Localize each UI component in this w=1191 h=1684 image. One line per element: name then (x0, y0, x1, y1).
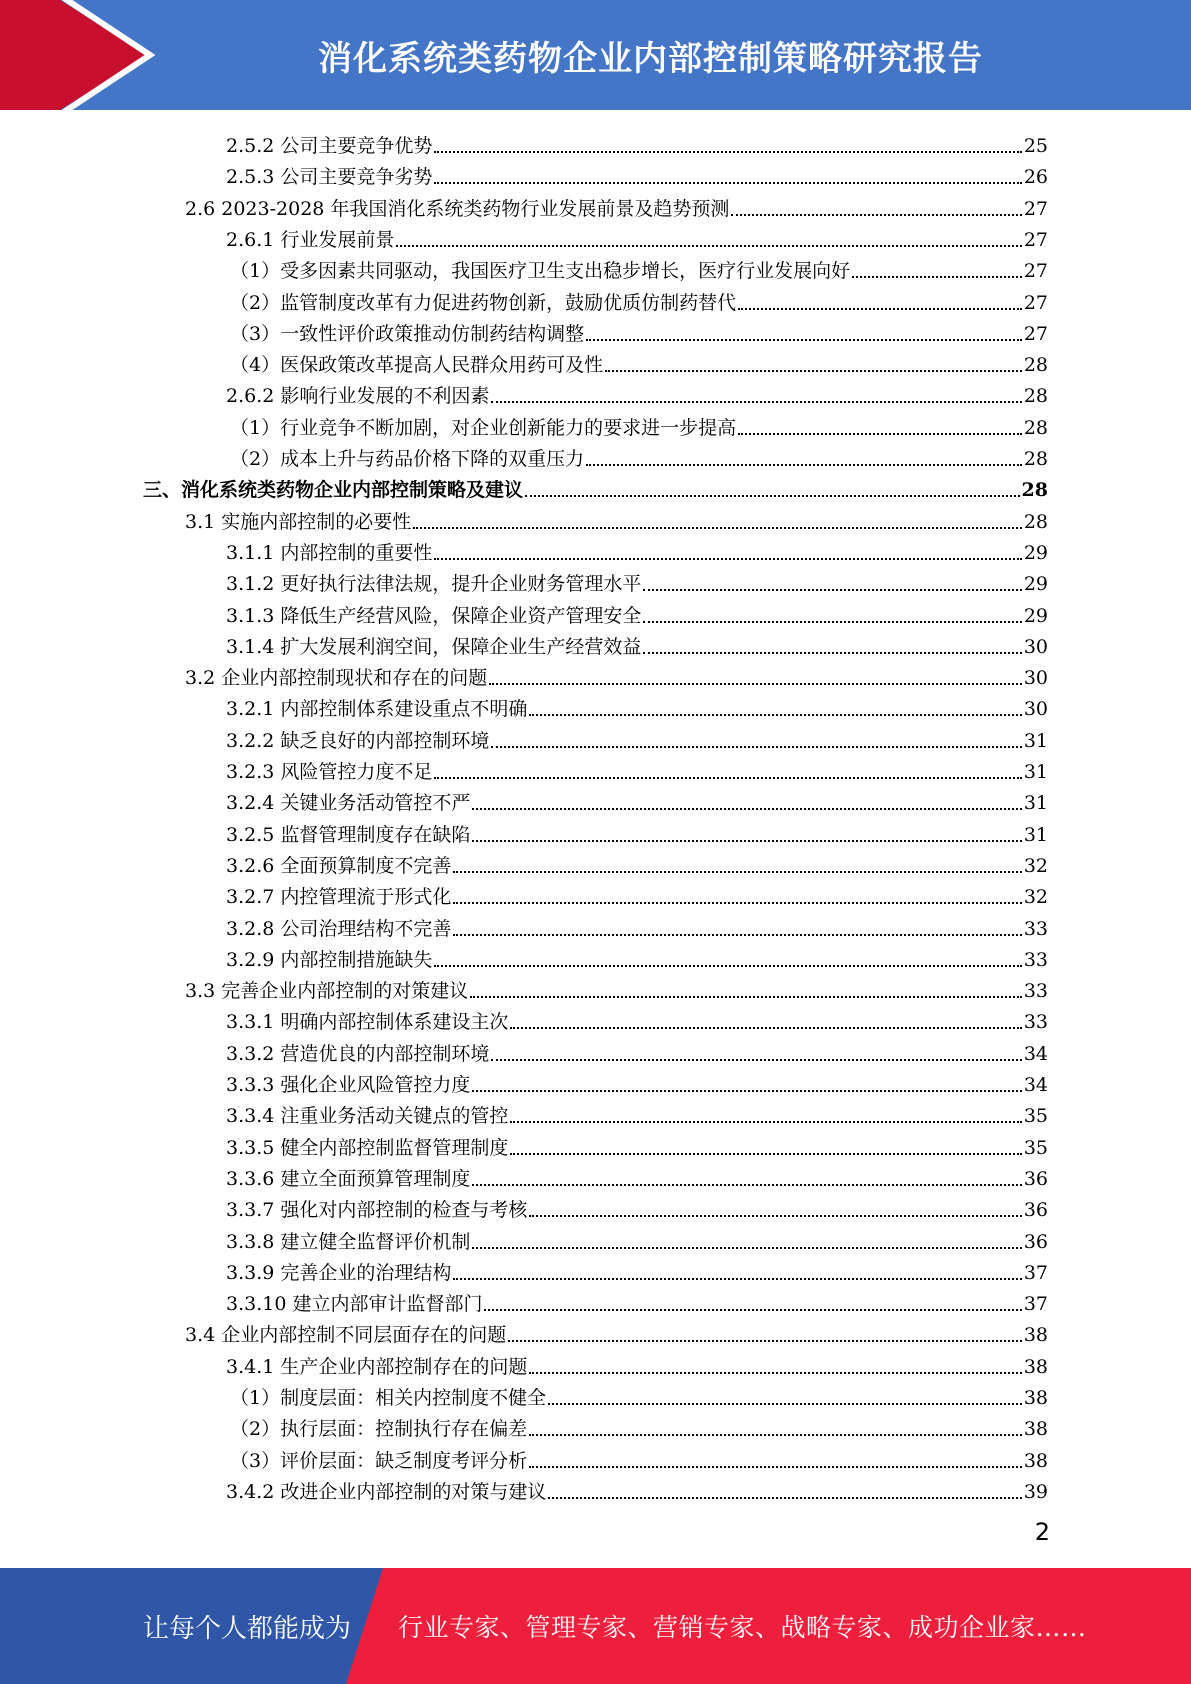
toc-entry[interactable] (230, 1442, 1048, 1473)
toc-entry-page: 31 (1023, 823, 1048, 846)
toc-entry[interactable] (226, 941, 1048, 972)
toc-entry-title: 3.2.4 关键业务活动管控不严 (226, 792, 471, 815)
toc-entry-title: 3.2.5 监督管理制度存在缺陷 (226, 823, 471, 846)
toc-entry[interactable] (226, 377, 1048, 408)
toc-entry[interactable] (226, 158, 1048, 189)
toc-leader-dots (472, 1184, 1021, 1186)
toc-leader-dots (586, 339, 1022, 341)
toc-leader-dots (491, 401, 1021, 403)
toc-entry-page: 27 (1023, 260, 1048, 283)
toc-entry-title: 3.2.7 内控管理流于形式化 (226, 886, 452, 909)
toc-entry[interactable] (226, 1035, 1048, 1066)
toc-leader-dots (491, 1059, 1021, 1061)
toc-entry-page: 31 (1023, 729, 1048, 752)
toc-entry-title: （2）成本上升与药品价格下降的双重压力 (230, 448, 585, 470)
toc-entry-title: 3.3.8 建立健全监督评价机制 (226, 1230, 471, 1253)
toc-leader-dots (731, 214, 1021, 216)
toc-entry-page: 36 (1023, 1230, 1048, 1253)
toc-entry-page: 30 (1023, 667, 1048, 690)
toc-entry-page: 28 (1023, 510, 1048, 533)
toc-entry[interactable] (230, 252, 1048, 283)
toc-entry[interactable] (226, 1097, 1048, 1128)
toc-entry-page: 38 (1023, 1355, 1048, 1378)
toc-entry[interactable] (226, 1254, 1048, 1285)
toc-entry-page: 35 (1023, 1105, 1048, 1128)
toc-entry-page: 38 (1023, 1387, 1048, 1409)
toc-entry[interactable] (226, 597, 1048, 628)
toc-entry-title: 3.2.8 公司治理结构不完善 (226, 917, 452, 940)
toc-entry-page: 28 (1023, 448, 1048, 470)
toc-entry[interactable] (185, 659, 1048, 690)
toc-leader-dots (434, 558, 1021, 560)
toc-entry-page: 29 (1023, 604, 1048, 627)
toc-leader-dots (434, 965, 1021, 967)
toc-leader-dots (491, 746, 1021, 748)
header-bar (0, 0, 1191, 110)
toc-leader-dots (643, 589, 1021, 591)
toc-entry-page: 33 (1023, 980, 1048, 1003)
toc-leader-dots (453, 934, 1021, 936)
toc-leader-dots (548, 1497, 1021, 1499)
toc-entry-title: 3.3.5 健全内部控制监督管理制度 (226, 1136, 509, 1159)
toc-entry-title: 3.1.1 内部控制的重要性 (226, 541, 433, 564)
toc-entry-title: 2.5.3 公司主要竞争劣势 (226, 166, 433, 189)
toc-entry-page: 28 (1021, 479, 1048, 502)
toc-entry-page: 27 (1023, 291, 1048, 314)
toc-leader-dots (434, 777, 1021, 779)
toc-entry[interactable] (226, 565, 1048, 596)
toc-entry-page: 36 (1023, 1199, 1048, 1222)
toc-entry-page: 25 (1023, 135, 1048, 157)
toc-entry[interactable] (226, 1129, 1048, 1160)
toc-entry-title: 2.6 2023-2028 年我国消化系统类药物行业发展前景及趋势预测 (185, 197, 730, 220)
toc-entry-title: 3.3.10 建立内部审计监督部门 (226, 1293, 483, 1316)
toc-entry[interactable] (226, 628, 1048, 659)
toc-entry[interactable] (226, 1160, 1048, 1191)
toc-entry-page: 31 (1023, 792, 1048, 815)
toc-entry-title: （4）医保政策改革提高人民群众用药可及性 (230, 354, 604, 377)
toc-leader-dots (489, 683, 1022, 685)
toc-entry-page: 36 (1023, 1167, 1048, 1190)
toc-leader-dots (605, 370, 1022, 372)
toc-entry[interactable] (226, 690, 1048, 721)
toc-entry-page: 28 (1023, 354, 1048, 377)
toc-entry[interactable] (226, 1003, 1048, 1034)
toc-entry[interactable] (230, 346, 1048, 377)
toc-entry-title: 2.5.2 公司主要竞争优势 (226, 135, 433, 157)
toc-entry-page: 27 (1023, 228, 1048, 251)
toc-entry-page: 28 (1023, 416, 1048, 439)
footer-slogan-left: 让每个人都能成为 (143, 1613, 352, 1644)
toc-entry-page: 30 (1023, 698, 1048, 721)
toc-entry-title: 3.3.9 完善企业的治理结构 (226, 1261, 452, 1284)
report-title: 消化系统类药物企业内部控制策略研究报告 (318, 38, 983, 79)
toc-entry[interactable] (230, 284, 1048, 315)
toc-entry[interactable] (226, 722, 1048, 753)
toc-leader-dots (852, 276, 1022, 278)
toc-entry-page: 27 (1023, 322, 1048, 345)
toc-entry-page: 32 (1023, 854, 1048, 877)
toc-entry-page: 35 (1023, 1136, 1048, 1159)
toc-leader-dots (525, 495, 1020, 497)
toc-leader-dots (529, 1372, 1021, 1374)
toc-entry-page: 31 (1023, 761, 1048, 783)
toc-entry[interactable] (230, 1379, 1048, 1410)
toc-leader-dots (529, 714, 1021, 716)
toc-entry-title: 2.6.1 行业发展前景 (226, 228, 395, 251)
toc-entry-title: （1）行业竞争不断加剧，对企业创新能力的要求进一步提高 (230, 416, 737, 439)
toc-entry-page: 30 (1023, 635, 1048, 658)
toc-leader-dots (472, 808, 1021, 810)
toc-leader-dots (510, 1027, 1021, 1029)
toc-leader-dots (510, 1121, 1021, 1123)
toc-entry-page: 38 (1023, 1449, 1048, 1472)
toc-leader-dots (738, 308, 1022, 310)
toc-leader-dots (548, 1403, 1022, 1405)
toc-entry[interactable] (185, 972, 1048, 1003)
toc-entry-title: 3.2.9 内部控制措施缺失 (226, 948, 433, 971)
toc-entry-page: 28 (1023, 385, 1048, 408)
toc-leader-dots (484, 1309, 1021, 1311)
toc-entry-page: 34 (1023, 1042, 1048, 1065)
toc-leader-dots (453, 902, 1021, 904)
page-number: 2 (1034, 1518, 1050, 1546)
toc-entry-page: 39 (1023, 1480, 1048, 1503)
toc-entry-page: 32 (1023, 886, 1048, 909)
toc-leader-dots (529, 1466, 1022, 1468)
toc-entry-page: 27 (1023, 197, 1048, 220)
toc-entry-page: 38 (1023, 1324, 1048, 1347)
toc-entry-title: 3.1.3 降低生产经营风险，保障企业资产管理安全 (226, 604, 642, 627)
toc-entry-title: 3.3.4 注重业务活动关键点的管控 (226, 1105, 509, 1128)
toc-entry[interactable] (226, 910, 1048, 941)
toc-entry-title: 3.3.3 强化企业风险管控力度 (226, 1074, 471, 1096)
toc-entry-title: （2）执行层面：控制执行存在偏差 (230, 1418, 528, 1441)
toc-entry-page: 26 (1023, 166, 1048, 189)
toc-leader-dots (470, 996, 1022, 998)
toc-leader-dots (508, 1340, 1022, 1342)
toc-leader-dots (510, 1153, 1021, 1155)
toc-entry-title: 3.3.6 建立全面预算管理制度 (226, 1167, 471, 1190)
toc-leader-dots (396, 245, 1021, 247)
toc-entry[interactable] (185, 190, 1048, 221)
header-chevron-icon (0, 0, 160, 110)
toc-leader-dots (453, 1278, 1021, 1280)
toc-entry[interactable] (226, 753, 1048, 784)
toc-entry-title: 3.1.2 更好执行法律法规，提升企业财务管理水平 (226, 573, 642, 596)
toc-entry-page: 38 (1023, 1418, 1048, 1441)
toc-entry-title: 3.3 完善企业内部控制的对策建议 (185, 980, 469, 1003)
toc-leader-dots (472, 1090, 1021, 1092)
toc-entry-title: 3.4 企业内部控制不同层面存在的问题 (185, 1324, 507, 1347)
toc-entry-page: 29 (1023, 541, 1048, 564)
toc-entry[interactable] (226, 784, 1048, 815)
toc-entry-page: 33 (1023, 948, 1048, 971)
toc-entry[interactable] (226, 878, 1048, 909)
toc-entry-title: 3.3.2 营造优良的内部控制环境 (226, 1042, 490, 1065)
toc-entry-title: 3.2 企业内部控制现状和存在的问题 (185, 667, 488, 690)
toc-entry-title: （3）评价层面：缺乏制度考评分析 (230, 1449, 528, 1472)
toc-leader-dots (413, 527, 1022, 529)
toc-entry-title: 3.4.2 改进企业内部控制的对策与建议 (226, 1480, 547, 1503)
toc-entry[interactable] (226, 221, 1048, 252)
toc-entry-title: 2.6.2 影响行业发展的不利因素 (226, 385, 490, 408)
footer-bar (0, 1568, 1191, 1684)
toc-entry-title: 3.3.7 强化对内部控制的检查与考核 (226, 1199, 528, 1222)
toc-leader-dots (643, 652, 1021, 654)
toc-entry[interactable] (143, 471, 1048, 502)
footer-slogan-right: 行业专家、管理专家、营销专家、战略专家、成功企业家…… (398, 1613, 1087, 1642)
toc-entry-title: （1）受多因素共同驱动，我国医疗卫生支出稳步增长，医疗行业发展向好 (230, 260, 851, 283)
toc-entry[interactable] (226, 816, 1048, 847)
toc-entry-title: （1）制度层面：相关内控制度不健全 (230, 1387, 547, 1409)
toc-leader-dots (529, 1434, 1022, 1436)
toc-entry-title: 三、消化系统类药物企业内部控制策略及建议 (143, 479, 524, 502)
toc-entry-title: 3.2.6 全面预算制度不完善 (226, 854, 452, 877)
toc-entry[interactable] (226, 534, 1048, 565)
toc-entry[interactable] (230, 409, 1048, 440)
toc-leader-dots (586, 464, 1022, 466)
toc-entry-page: 37 (1023, 1293, 1048, 1316)
toc-leader-dots (453, 871, 1021, 873)
toc-entry-title: 3.2.1 内部控制体系建设重点不明确 (226, 698, 528, 721)
toc-entry[interactable] (226, 1473, 1048, 1504)
toc-entry[interactable] (230, 1410, 1048, 1441)
toc-entry-page: 33 (1023, 1011, 1048, 1034)
toc-entry[interactable] (185, 1316, 1048, 1347)
toc-leader-dots (434, 151, 1021, 153)
toc-leader-dots (472, 840, 1021, 842)
toc-entry[interactable] (226, 1285, 1048, 1316)
toc-leader-dots (529, 1215, 1021, 1217)
toc-entry-title: 3.3.1 明确内部控制体系建设主次 (226, 1011, 509, 1034)
toc-leader-dots (472, 1247, 1021, 1249)
toc-entry-page: 33 (1023, 917, 1048, 940)
toc-entry[interactable] (226, 1191, 1048, 1222)
toc-entry-page: 29 (1023, 573, 1048, 596)
toc-entry[interactable] (226, 1223, 1048, 1254)
toc-entry-title: 3.2.2 缺乏良好的内部控制环境 (226, 729, 490, 752)
toc-entry[interactable] (230, 440, 1048, 471)
toc-entry[interactable] (226, 127, 1048, 158)
toc-entry-title: （3）一致性评价政策推动仿制药结构调整 (230, 322, 585, 345)
toc-entry-page: 34 (1023, 1074, 1048, 1096)
toc-entry[interactable] (226, 847, 1048, 878)
toc-entry-title: 3.1.4 扩大发展利润空间，保障企业生产经营效益 (226, 635, 642, 658)
toc-entry[interactable] (230, 315, 1048, 346)
toc-leader-dots (434, 182, 1021, 184)
toc-entry[interactable] (185, 503, 1048, 534)
toc-leader-dots (738, 433, 1022, 435)
toc-entry-title: 3.2.3 风险管控力度不足 (226, 761, 433, 783)
toc-entry-page: 37 (1023, 1261, 1048, 1284)
toc-entry-title: 3.1 实施内部控制的必要性 (185, 510, 412, 533)
toc-entry-title: 3.4.1 生产企业内部控制存在的问题 (226, 1355, 528, 1378)
toc-entry-title: （2）监管制度改革有力促进药物创新，鼓励优质仿制药替代 (230, 291, 737, 314)
toc-leader-dots (643, 621, 1021, 623)
toc-entry[interactable] (226, 1066, 1048, 1097)
toc-entry[interactable] (226, 1348, 1048, 1379)
